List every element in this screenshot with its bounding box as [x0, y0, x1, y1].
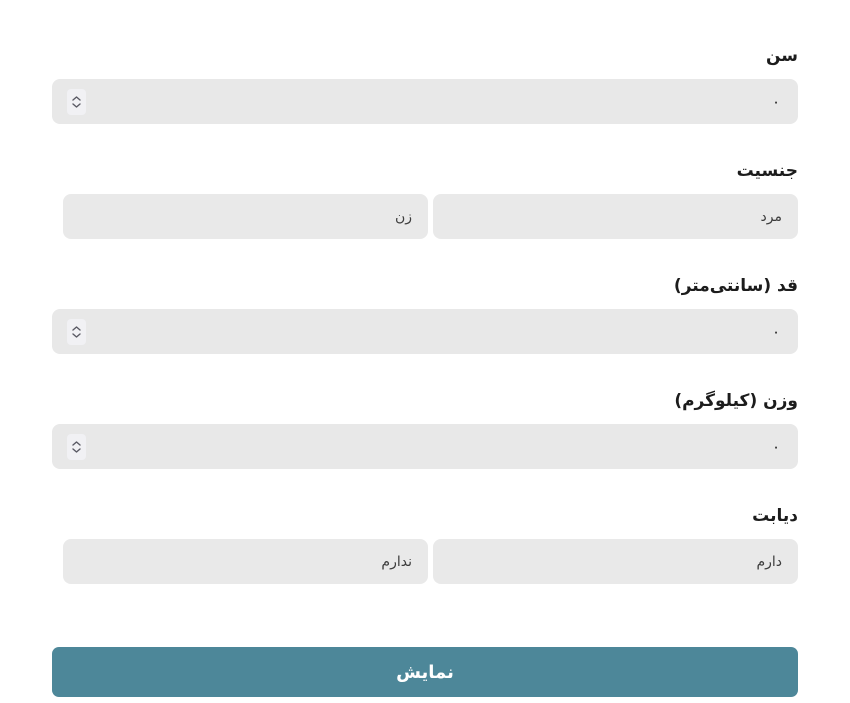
- gender-label: جنسیت: [736, 161, 798, 181]
- diabetes-no-button[interactable]: ندارم: [63, 539, 428, 584]
- height-input[interactable]: [52, 309, 798, 354]
- weight-number-stepper[interactable]: [67, 434, 86, 460]
- chevron-down-icon: [72, 448, 81, 453]
- age-input-wrapper: [52, 79, 798, 124]
- gender-male-button[interactable]: مرد: [433, 194, 798, 239]
- gender-female-button[interactable]: زن: [63, 194, 428, 239]
- age-number-stepper[interactable]: [67, 89, 86, 115]
- diabetes-label: دیابت: [752, 506, 798, 526]
- chevron-down-icon: [72, 333, 81, 338]
- weight-label: وزن (کیلوگرم): [674, 391, 798, 411]
- weight-input-wrapper: [52, 424, 798, 469]
- field-gender: [52, 157, 798, 239]
- diabetes-options: [52, 539, 798, 584]
- age-label: سن: [765, 46, 798, 66]
- height-input-wrapper: [52, 309, 798, 354]
- height-label: قد (سانتی‌متر): [673, 276, 798, 296]
- health-info-form: [52, 42, 798, 697]
- chevron-up-icon: [72, 441, 81, 446]
- field-height: [52, 272, 798, 354]
- field-diabetes: [52, 502, 798, 584]
- field-weight: [52, 387, 798, 469]
- field-age: [52, 42, 798, 124]
- age-input[interactable]: [52, 79, 798, 124]
- submit-button[interactable]: نمایش: [52, 647, 798, 697]
- gender-options: [52, 194, 798, 239]
- weight-input[interactable]: [52, 424, 798, 469]
- chevron-up-icon: [72, 96, 81, 101]
- chevron-up-icon: [72, 326, 81, 331]
- height-number-stepper[interactable]: [67, 319, 86, 345]
- diabetes-yes-button[interactable]: دارم: [433, 539, 798, 584]
- chevron-down-icon: [72, 103, 81, 108]
